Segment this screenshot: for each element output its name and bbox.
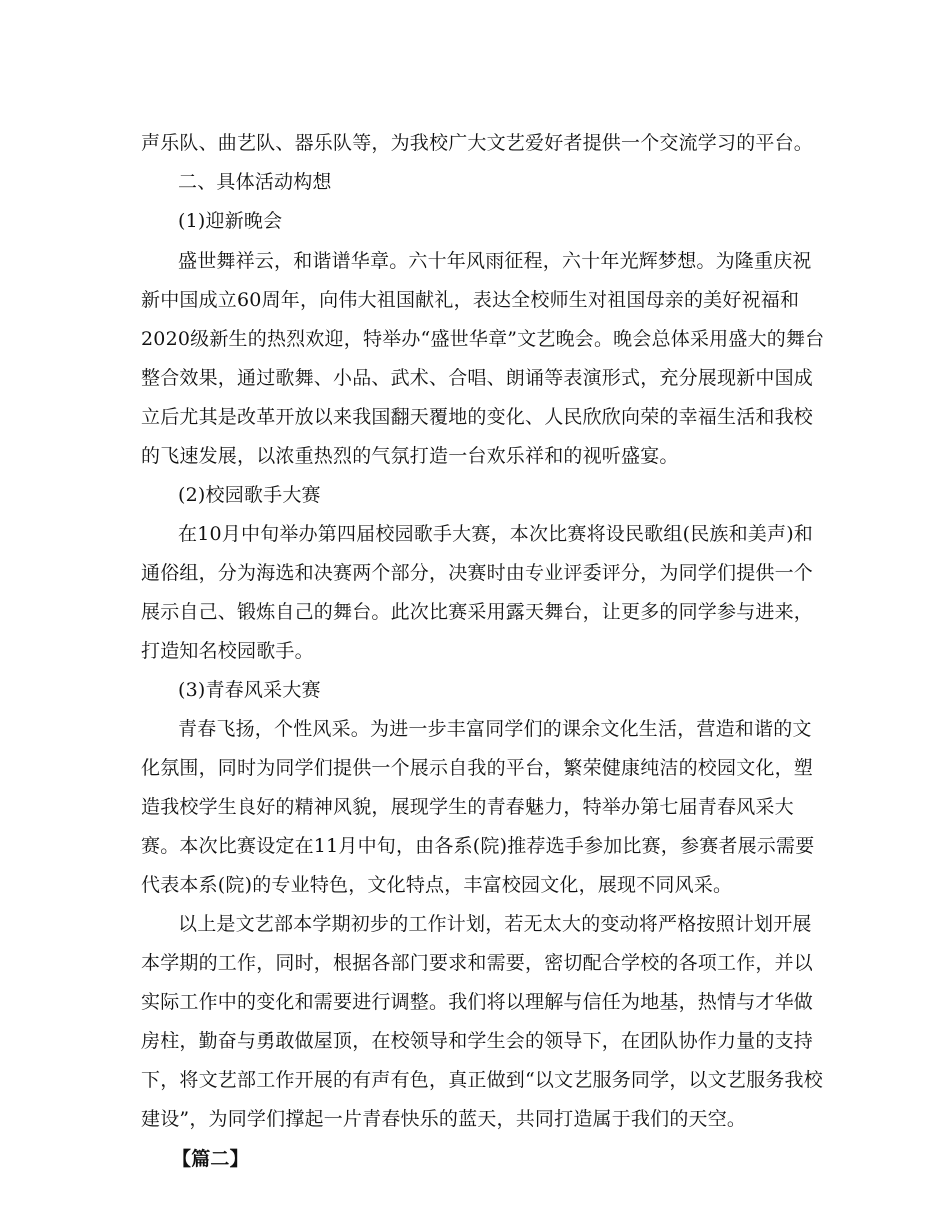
paragraph-line: 新中国成立60周年，向伟大祖国献礼，表达全校师生对祖国母亲的美好祝福和 xyxy=(141,289,800,311)
item-heading-welcome-gala: (1)迎新晚会 xyxy=(178,210,283,232)
paragraph-line: 通俗组，分为海选和决赛两个部分，决赛时由专业评委评分，为同学们提供一个 xyxy=(141,562,814,584)
paragraph-line: 立后尤其是改革开放以来我国翻天覆地的变化、人民欣欣向荣的幸福生活和我校 xyxy=(141,406,814,428)
section-marker-part-two: 【篇二】 xyxy=(172,1148,249,1170)
paragraph-line: 赛。本次比赛设定在11月中旬，由各系(院)推荐选手参加比赛，参赛者展示需要 xyxy=(141,835,815,857)
paragraph-line: 整合效果，通过歌舞、小品、武术、合唱、朗诵等表演形式，充分展现新中国成 xyxy=(141,367,814,389)
paragraph-line: 打造知名校园歌手。 xyxy=(141,640,314,662)
paragraph-line: 展示自己、锻炼自己的舞台。此次比赛采用露天舞台，让更多的同学参与进来， xyxy=(141,601,814,623)
paragraph-line: 2020级新生的热烈欢迎，特举办“盛世华章”文艺晚会。晚会总体采用盛大的舞台 xyxy=(141,328,825,350)
intro-tail-line: 声乐队、曲艺队、器乐队等，为我校广大文艺爱好者提供一个交流学习的平台。 xyxy=(141,132,814,154)
paragraph-line: 的飞速发展，以浓重热烈的气氛打造一台欢乐祥和的视听盛宴。 xyxy=(141,445,679,467)
section-heading-activities: 二、具体活动构想 xyxy=(178,171,332,193)
paragraph-line: 建设”，为同学们撑起一片青春快乐的蓝天，共同打造属于我们的天空。 xyxy=(141,1108,747,1130)
paragraph-line: 下，将文艺部工作开展的有声有色，真正做到“以文艺服务同学，以文艺服务我校 xyxy=(141,1069,823,1091)
paragraph-line: 本学期的工作，同时，根据各部门要求和需要，密切配合学校的各项工作，并以 xyxy=(141,952,814,974)
paragraph-line: 化氛围，同时为同学们提供一个展示自我的平台，繁荣健康纯洁的校园文化，塑 xyxy=(141,757,814,779)
paragraph-line: 代表本系(院)的专业特色，文化特点，丰富校园文化，展现不同风采。 xyxy=(141,874,733,896)
paragraph-line: 以上是文艺部本学期初步的工作计划，若无太大的变动将严格按照计划开展 xyxy=(178,913,812,935)
paragraph-line: 在10月中旬举办第四届校园歌手大赛，本次比赛将设民歌组(民族和美声)和 xyxy=(178,523,814,545)
paragraph-line: 青春飞扬，个性风采。为进一步丰富同学们的课余文化生活，营造和谐的文 xyxy=(178,718,812,740)
item-heading-singer-contest: (2)校园歌手大赛 xyxy=(178,484,321,506)
paragraph-line: 造我校学生良好的精神风貌，展现学生的青春魅力，特举办第七届青春风采大 xyxy=(141,796,794,818)
paragraph-line: 实际工作中的变化和需要进行调整。我们将以理解与信任为地基，热情与才华做 xyxy=(141,991,814,1013)
paragraph-line: 房柱，勤奋与勇敢做屋顶，在校领导和学生会的领导下，在团队协作力量的支持 xyxy=(141,1030,814,1052)
item-heading-youth-contest: (3)青春风采大赛 xyxy=(178,679,321,701)
paragraph-line: 盛世舞祥云，和谐谱华章。六十年风雨征程，六十年光辉梦想。为隆重庆祝 xyxy=(178,250,812,272)
